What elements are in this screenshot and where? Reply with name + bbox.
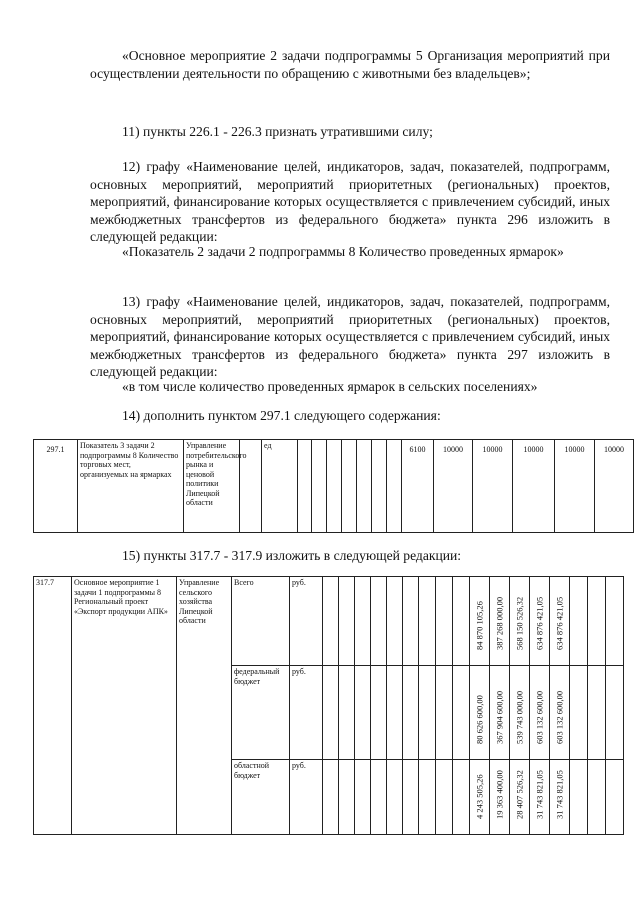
value-cell: 10000 — [555, 440, 595, 533]
paragraph-item-12: 12) графу «Наименование целей, индикаторов, задач, показателей, подпрограмм, основных мероприятий, мероприятий приоритетных (региональных) проектов, мероприятий, финансирование которых осуществляется с привлечением субсидий, иных межбюджетных трансфертов из федерального бюджета» пункта 296 изложить в следующей редакции: — [90, 159, 610, 244]
value-cell: 6100 — [402, 440, 434, 533]
empty-cell — [342, 440, 357, 533]
empty-cell — [357, 440, 372, 533]
value-cell: 80 626 600,00 — [470, 666, 490, 760]
value-cell: 603 132 600,00 — [550, 666, 570, 760]
empty-cell — [298, 440, 312, 533]
value-cell: 31 743 821,05 — [530, 760, 550, 835]
table-row — [34, 577, 624, 666]
paragraph-item-11: 11) пункты 226.1 - 226.3 признать утратившими силу; — [122, 124, 433, 139]
empty-cell — [312, 440, 327, 533]
value-cell: 387 268 000,00 — [490, 577, 510, 666]
table-317-7 — [33, 576, 624, 835]
funding-source-label: Всего — [232, 577, 290, 666]
paragraph-item-13: 13) графу «Наименование целей, индикаторов, задач, показателей, подпрограмм, основных мероприятий, мероприятий приоритетных (региональных) проектов, мероприятий, финансирование которых осуществляется с привлечением субсидий, иных межбюджетных трансфертов из федерального бюджета» пункта 297 изложить в следующей редакции: — [90, 294, 610, 379]
table-297-1 — [33, 439, 634, 533]
unit-cell: руб. — [290, 760, 323, 835]
indicator-name: Показатель 3 задачи 2 подпрограммы 8 Количество торговых мест, организуемых на ярмарках — [78, 440, 184, 533]
value-cell: 634 876 421,05 — [550, 577, 570, 666]
value-cell: 19 363 400,00 — [490, 760, 510, 835]
value-cell: 4 243 505,26 — [470, 760, 490, 835]
value-cell: 10000 — [513, 440, 555, 533]
paragraph-rural-quote: «в том числе количество проведенных ярмарок в сельских поселениях» — [122, 379, 538, 394]
paragraph-item-15: 15) пункты 317.7 - 317.9 изложить в следующей редакции: — [122, 548, 462, 563]
responsible-org: Управление сельского хозяйства Липецкой области — [177, 577, 232, 835]
value-cell: 539 743 000,00 — [510, 666, 530, 760]
table-row — [34, 440, 634, 533]
empty-cell — [372, 440, 387, 533]
paragraph-item-14: 14) дополнить пунктом 297.1 следующего содержания: — [122, 408, 441, 423]
value-cell: 10000 — [595, 440, 634, 533]
value-cell: 367 904 600,00 — [490, 666, 510, 760]
value-cell: 10000 — [434, 440, 473, 533]
value-cell: 28 407 526,32 — [510, 760, 530, 835]
row-number: 297.1 — [34, 440, 78, 533]
paragraph-1: «Основное мероприятие 2 задачи подпрограммы 5 Организация мероприятий при осуществлении деятельности по обращению с животными без владельцев»; — [90, 48, 610, 81]
value-cell: 10000 — [473, 440, 513, 533]
unit-cell: ед — [262, 440, 298, 533]
value-cell: 31 743 821,05 — [550, 760, 570, 835]
paragraph-indicator-quote: «Показатель 2 задачи 2 подпрограммы 8 Количество проведенных ярмарок» — [122, 244, 564, 259]
value-cell: 634 876 421,05 — [530, 577, 550, 666]
value-cell: 84 870 105,26 — [470, 577, 490, 666]
empty-cell — [327, 440, 342, 533]
empty-cell — [387, 440, 402, 533]
unit-cell: руб. — [290, 666, 323, 760]
unit-cell: руб. — [290, 577, 323, 666]
value-cell: 603 132 600,00 — [530, 666, 550, 760]
responsible-org: Управление потребительского рынка и ценовой политики Липецкой области — [184, 440, 240, 533]
funding-source-label: федеральный бюджет — [232, 666, 290, 760]
funding-source-label: областной бюджет — [232, 760, 290, 835]
row-number: 317.7 — [34, 577, 72, 835]
value-cell: 568 150 526,32 — [510, 577, 530, 666]
measure-name: Основное мероприятие 1 задачи 1 подпрограммы 8 Региональный проект «Экспорт продукции АПК» — [72, 577, 177, 835]
